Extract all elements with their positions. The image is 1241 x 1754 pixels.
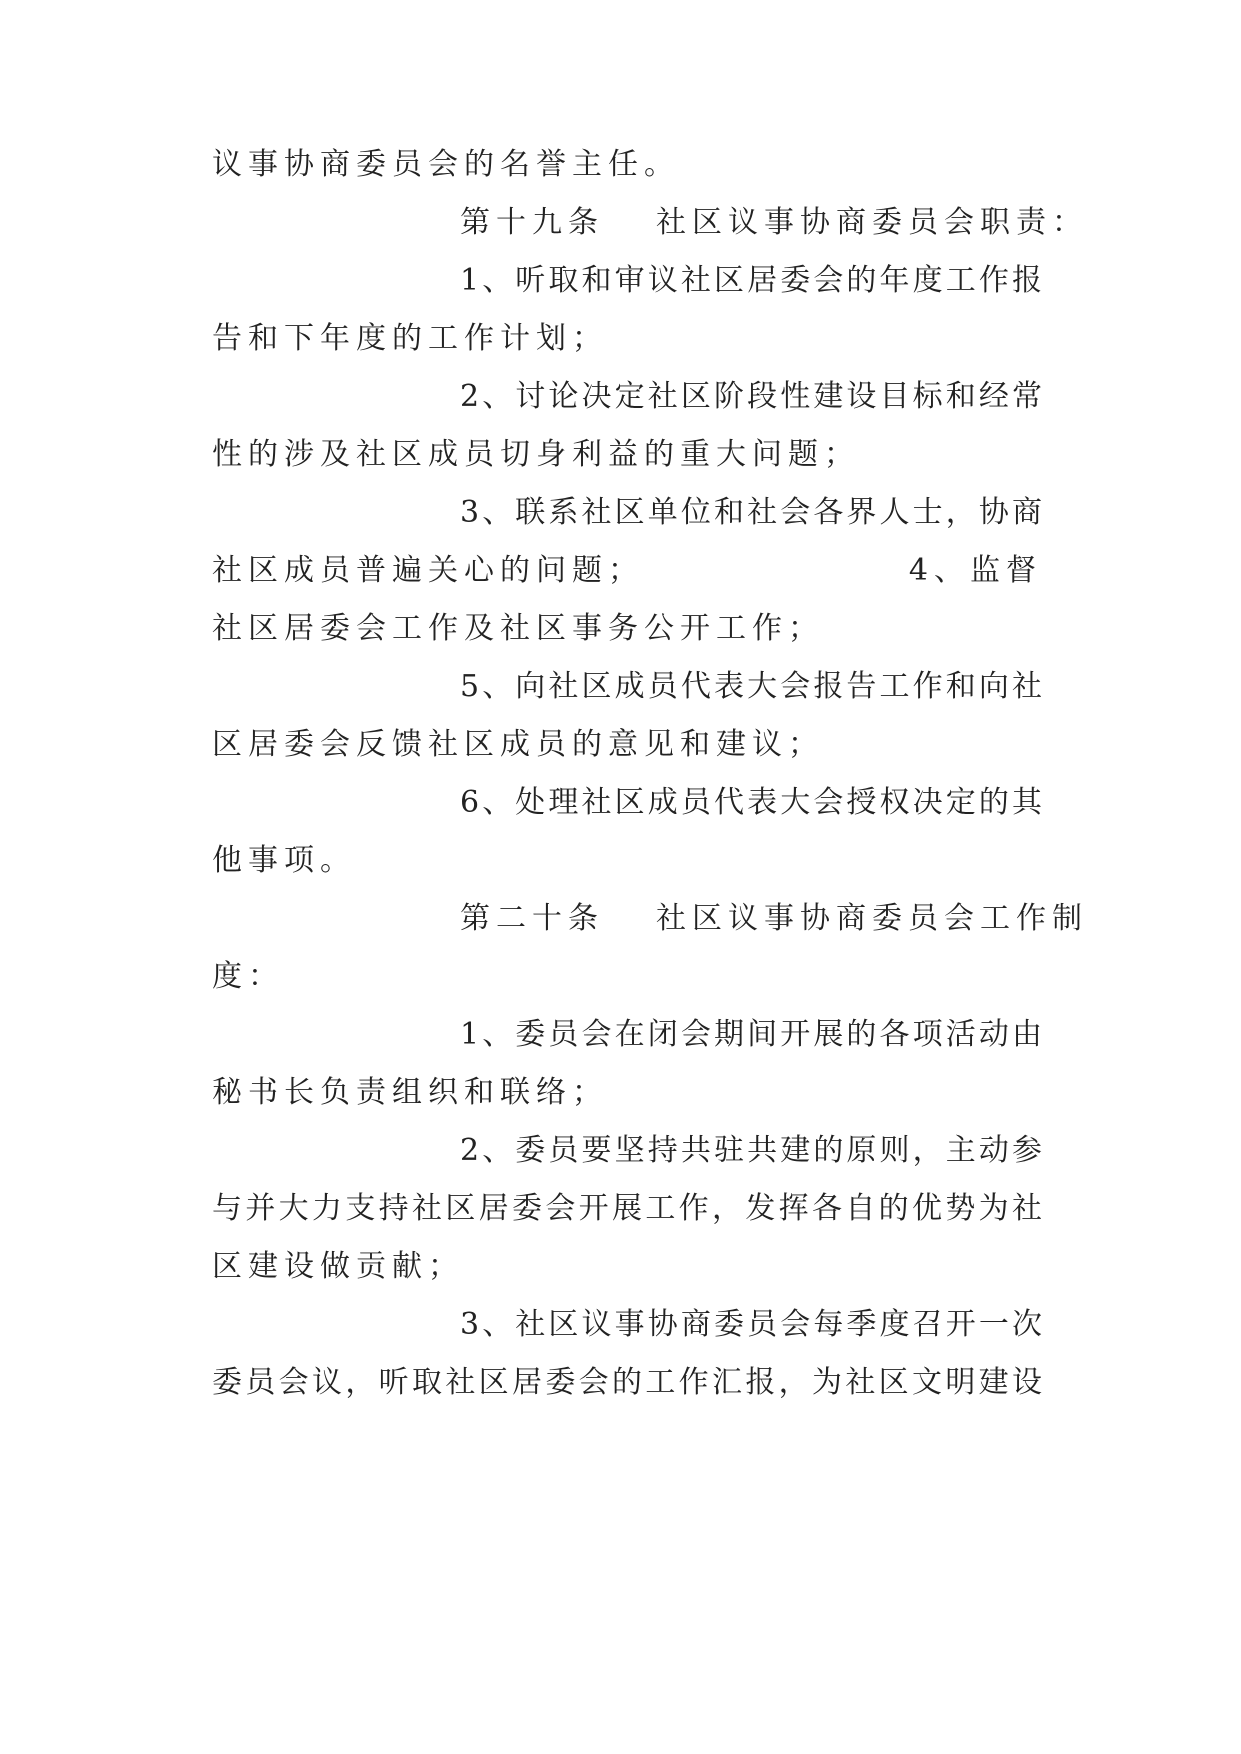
line-text: 1、委员会在闭会期间开展的各项活动由 bbox=[460, 1017, 1042, 1052]
text-line bbox=[212, 1189, 1042, 1229]
article-title: 社区议事协商委员会工作制 bbox=[656, 901, 1088, 936]
text-line bbox=[212, 319, 1042, 359]
line-text: 6、处理社区成员代表大会授权决定的其 bbox=[460, 785, 1042, 820]
line-text: 5、向社区成员代表大会报告工作和向社 bbox=[460, 669, 1042, 704]
text-line bbox=[212, 957, 1042, 997]
text-line bbox=[212, 1073, 1042, 1113]
line-text: 委员会议，听取社区居委会的工作汇报，为社区文明建设 bbox=[212, 1365, 1042, 1400]
line-text: 3、社区议事协商委员会每季度召开一次 bbox=[460, 1307, 1042, 1342]
text-line bbox=[212, 145, 1042, 185]
line-text: 告和下年度的工作计划； bbox=[212, 321, 608, 356]
article-number: 第二十条 bbox=[460, 901, 604, 936]
line-text: 秘书长负责组织和联络； bbox=[212, 1075, 608, 1110]
line-text: 区建设做贡献； bbox=[212, 1249, 464, 1284]
line-text-right: 4、监督 bbox=[908, 553, 1042, 588]
article-number: 第十九条 bbox=[460, 205, 604, 240]
line-text: 社区成员普遍关心的问题； bbox=[212, 553, 644, 588]
text-line bbox=[212, 435, 1042, 475]
text-line bbox=[460, 261, 1042, 301]
text-line bbox=[212, 1363, 1042, 1403]
text-line bbox=[212, 609, 1042, 649]
text-line bbox=[460, 1015, 1042, 1055]
line-text: 3、联系社区单位和社会各界人士，协商 bbox=[460, 495, 1042, 530]
line-text: 2、讨论决定社区阶段性建设目标和经常 bbox=[460, 379, 1042, 414]
line-text: 1、听取和审议社区居委会的年度工作报 bbox=[460, 263, 1042, 298]
article-title: 社区议事协商委员会职责： bbox=[656, 205, 1088, 240]
text-line bbox=[460, 783, 1042, 823]
article-heading bbox=[460, 203, 1088, 243]
text-line bbox=[460, 1305, 1042, 1345]
text-line bbox=[460, 1131, 1042, 1171]
text-line bbox=[212, 725, 1042, 765]
line-text: 2、委员要坚持共驻共建的原则，主动参 bbox=[460, 1133, 1042, 1168]
text-line bbox=[460, 493, 1042, 533]
text-line bbox=[212, 551, 1042, 591]
line-text: 与并大力支持社区居委会开展工作，发挥各自的优势为社 bbox=[212, 1191, 1042, 1226]
text-line bbox=[460, 667, 1042, 707]
line-text: 社区居委会工作及社区事务公开工作； bbox=[212, 611, 824, 646]
line-text: 他事项。 bbox=[212, 843, 356, 878]
text-line bbox=[212, 1247, 1042, 1287]
line-text: 度： bbox=[212, 959, 284, 994]
text-line bbox=[212, 841, 1042, 881]
line-text: 区居委会反馈社区成员的意见和建议； bbox=[212, 727, 824, 762]
line-text: 性的涉及社区成员切身利益的重大问题； bbox=[212, 437, 860, 472]
line-text: 议事协商委员会的名誉主任。 bbox=[212, 147, 680, 182]
article-heading bbox=[460, 899, 1088, 939]
text-line bbox=[460, 377, 1042, 417]
